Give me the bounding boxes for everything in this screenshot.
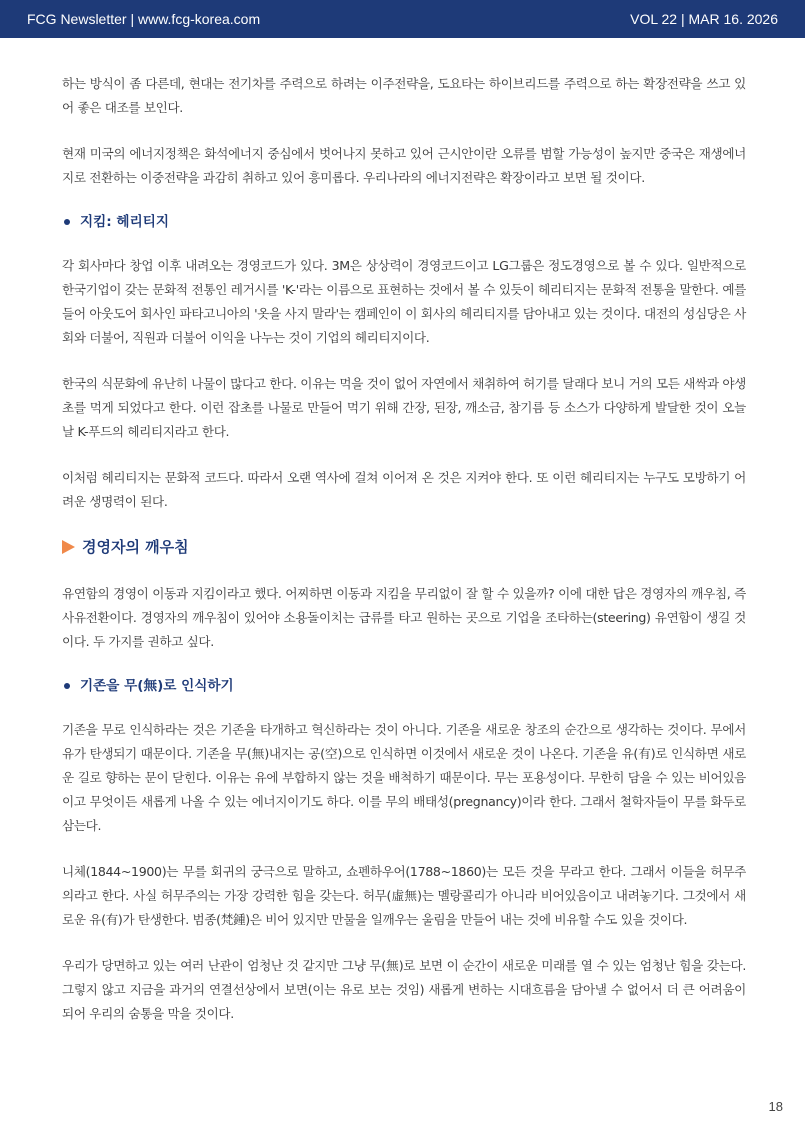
subheading-text: 기존을 무(無)로 인식하기 xyxy=(80,678,234,694)
subheading-existing-as-nothing xyxy=(62,676,746,696)
newsletter-site-label: FCG Newsletter | www.fcg-korea.com xyxy=(27,11,261,27)
paragraph: 현재 미국의 에너지정책은 화석에너지 중심에서 벗어나지 못하고 있어 근시안이란 오류를 범할 가능성이 높지만 중국은 재생에너지로 전환하는 이중전략을 과감히 취하고 있어 흥미롭다. 우리나라의 에너지전략은 확장이라고 보면 될 것이다. xyxy=(62,146,746,185)
paragraph: 이처럼 헤리티지는 문화적 코드다. 따라서 오랜 역사에 걸쳐 이어져 온 것은 지켜야 한다. 또 이런 헤리티지는 누구도 모방하기 어려운 생명력이 된다. xyxy=(62,470,746,509)
page-number: 18 xyxy=(768,1099,783,1114)
paragraph: 유연함의 경영이 이동과 지킴이라고 했다. 어찌하면 이동과 지킴을 무리없이 잘 할 수 있을까? 이에 대한 답은 경영자의 깨우침, 즉 사유전환이다. 경영자의 깨우침이 있어야 소용돌이치는 급류를 타고 원하는 곳으로 기업을 조타하는(steering) 유연함이 생길 것이다. 두 가지를 권하고 싶다. xyxy=(62,586,746,649)
section-heading-text: 경영자의 깨우침 xyxy=(82,538,189,556)
orange-triangle-icon xyxy=(62,540,75,554)
bullet-dot-icon xyxy=(64,683,70,689)
paragraph: 니체(1844~1900)는 무를 회귀의 궁극으로 말하고, 쇼펜하우어(1788~1860)는 모든 것을 무라고 한다. 그래서 이들을 허무주의라고 한다. 사실 허무주의는 가장 강력한 힘을 갖는다. 허무(虛無)는 멜랑콜리가 아니라 비어있음이고 내려놓기다. 그것에서 새로운 유(有)가 탄생한다. 범종(梵鍾)은 비어 있지만 만물을 일깨우는 울림을 만들어 내는 것에 비유할 수도 있을 것이다. xyxy=(62,864,746,927)
article-body xyxy=(62,72,746,1048)
paragraph: 기존을 무로 인식하라는 것은 기존을 타개하고 혁신하라는 것이 아니다. 기존을 새로운 창조의 순간으로 생각하는 것이다. 무에서 유가 탄생되기 때문이다. 기존을 무(無)내지는 공(空)으로 인식하면 이것에서 새로운 것이 나온다. 기존을 유(有)로 인식하면 새로운 길로 향하는 문이 닫힌다. 이유는 유에 부합하지 않는 것을 배척하기 때문이다. 무는 포용성이다. 무한히 담을 수 있는 비어있음이고 무엇이든 새롭게 나올 수 있는 에너지이기도 하다. 이를 무의 배태성(pregnancy)이라 한다. 그래서 철학자들이 무를 화두로 삼는다. xyxy=(62,722,746,833)
bullet-dot-icon xyxy=(64,219,70,225)
section-heading-ceo-awakening xyxy=(62,536,746,558)
issue-date-label: VOL 22 | MAR 16. 2026 xyxy=(630,11,778,27)
paragraph: 우리가 당면하고 있는 여러 난관이 엄청난 것 같지만 그냥 무(無)로 보면 이 순간이 새로운 미래를 열 수 있는 엄청난 힘을 갖는다. 그렇지 않고 지금을 과거의 연결선상에서 보면(이는 유로 보는 것임) 새롭게 변하는 시대흐름을 담아낼 수 없어서 더 큰 어려움이 되어 우리의 숨통을 막을 것이다. xyxy=(62,958,746,1021)
subheading-text: 지킴: 헤리티지 xyxy=(80,214,169,230)
paragraph: 한국의 식문화에 유난히 나물이 많다고 한다. 이유는 먹을 것이 없어 자연에서 채취하여 허기를 달래다 보니 거의 모든 새싹과 야생초를 먹게 되었다고 한다. 이런 잡초를 나물로 만들어 먹기 위해 간장, 된장, 깨소금, 참기름 등 소스가 다양하게 발달한 것이 오늘날 K-푸드의 헤리티지라고 한다. xyxy=(62,376,746,439)
paragraph: 각 회사마다 창업 이후 내려오는 경영코드가 있다. 3M은 상상력이 경영코드이고 LG그룹은 정도경영으로 볼 수 있다. 일반적으로 한국기업이 갖는 문화적 전통인 레거시를 'K-'라는 이름으로 표현하는 것에서 볼 수 있듯이 헤리티지는 문화적 전통을 말한다. 예를 들어 아웃도어 회사인 파타고니아의 '옷을 사지 말라'는 캠페인이 이 회사의 헤리티지를 담아내고 있는 것이다. 대전의 성심당은 사회와 더불어, 직원과 더불어 이익을 나누는 것이 기업의 헤리티지이다. xyxy=(62,258,746,345)
newsletter-header-bar xyxy=(0,0,805,38)
subheading-heritage xyxy=(62,212,746,232)
paragraph: 하는 방식이 좀 다른데, 현대는 전기차를 주력으로 하려는 이주전략을, 도요타는 하이브리드를 주력으로 하는 확장전략을 쓰고 있어 좋은 대조를 보인다. xyxy=(62,76,746,115)
